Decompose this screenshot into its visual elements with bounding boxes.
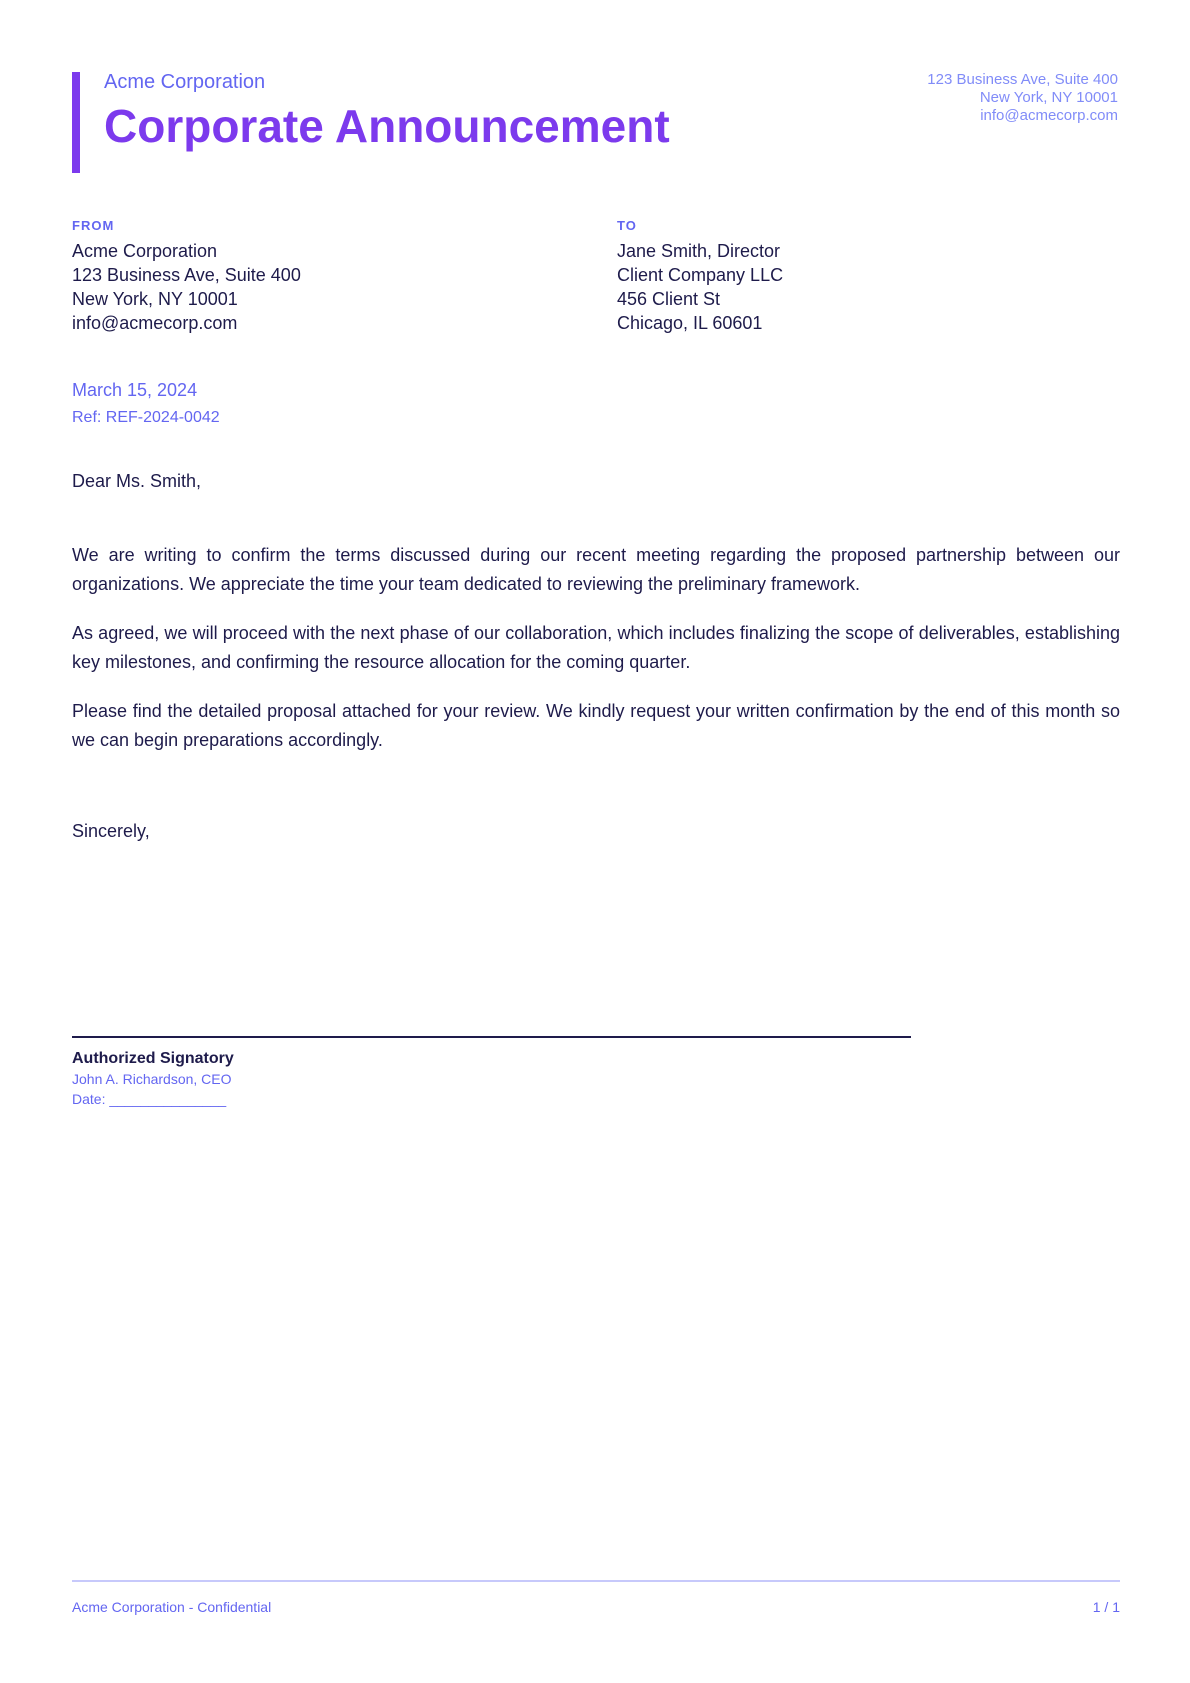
document-title: Corporate Announcement [104, 100, 670, 152]
recipient-line: Chicago, IL 60601 [617, 313, 763, 333]
signatory-name: John A. Richardson, CEO [72, 1071, 232, 1087]
header-address [927, 71, 1118, 125]
sender-block [72, 218, 301, 335]
closing: Sincerely, [72, 821, 150, 841]
footer-divider [72, 1580, 1120, 1582]
recipient-block [617, 218, 783, 335]
header-address-line: New York, NY 10001 [979, 89, 1118, 106]
document-date: March 15, 2024 [72, 380, 198, 400]
sender-line: Acme Corporation [72, 241, 218, 261]
recipient-line: Client Company LLC [617, 265, 784, 285]
page-number: 1 / 1 [1092, 1599, 1120, 1615]
body-paragraph: Please find the detailed proposal attached for your review. We kindly request your written confirmation by the end of this month so we can begin preparations accordingly. [72, 701, 1120, 750]
sender-line: info@acmecorp.com [72, 313, 238, 333]
letter-body [72, 541, 1120, 775]
signature-title: Authorized Signatory [72, 1050, 234, 1067]
footer-confidential: Acme Corporation - Confidential [72, 1599, 272, 1615]
signature-date: Date: _______________ [72, 1091, 227, 1107]
header-accent-bar [72, 72, 80, 173]
recipient-line: Jane Smith, Director [617, 241, 781, 261]
salutation: Dear Ms. Smith, [72, 471, 202, 491]
header-company-name: Acme Corporation [104, 71, 266, 93]
sender-line: 123 Business Ave, Suite 400 [72, 265, 301, 285]
recipient-line: 456 Client St [617, 289, 721, 309]
sender-line: New York, NY 10001 [72, 289, 238, 309]
body-paragraph: We are writing to confirm the terms discussed during our recent meeting regarding the proposed partnership between our organizations. We appreciate the time your team dedicated to reviewing the preliminary framework. [72, 545, 1120, 594]
body-paragraph: As agreed, we will proceed with the next phase of our collaboration, which includes finalizing the scope of deliverables, establishing key milestones, and confirming the resource allocation for the coming quarter. [72, 623, 1120, 672]
signature-line [72, 1036, 911, 1038]
document-reference: Ref: REF-2024-0042 [72, 409, 220, 426]
to-label: TO [617, 218, 637, 233]
header-address-line: 123 Business Ave, Suite 400 [927, 71, 1118, 88]
header-email: info@acmecorp.com [980, 107, 1118, 124]
from-label: FROM [72, 218, 115, 233]
